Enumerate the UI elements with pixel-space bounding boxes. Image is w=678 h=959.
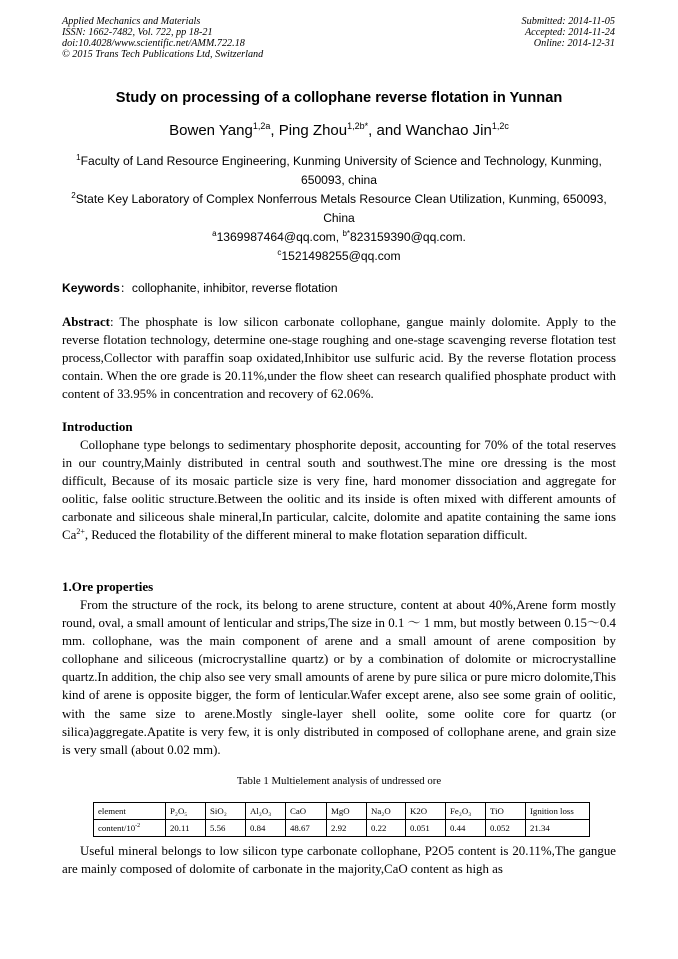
table-cell: CaO — [286, 803, 327, 820]
continuation-paragraph: Useful mineral belongs to low silicon type carbonate collophane, P2O5 content is 20.11%,The gangue are mainly composed of dolomite of carbonate in the majority,CaO content as high as — [62, 844, 616, 877]
issn-line: ISSN: 1662-7482, Vol. 722, pp 18-21 — [62, 27, 213, 38]
table-cell: 0.051 — [406, 820, 446, 837]
row-label-exponent: -2 — [135, 823, 141, 829]
table-cell: 5.56 — [206, 820, 246, 837]
email-text: 823159390@qq.com. — [350, 230, 466, 244]
paper-title: Study on processing of a collophane reverse flotation in Yunnan — [115, 90, 563, 106]
affiliation-text: State Key Laboratory of Complex Nonferrous Metals Resource Clean Utilization, Kunming, 650093, China — [75, 192, 607, 225]
doi-line: doi:10.4028/www.scientific.net/AMM.722.18 — [62, 38, 245, 49]
ion-charge-superscript: 2+ — [76, 527, 85, 537]
author-separator: , — [270, 122, 279, 139]
email-line-1 — [62, 228, 616, 247]
table-cell: Na₂O — [367, 803, 406, 820]
table-cell: element — [94, 803, 166, 820]
table-header-row — [94, 803, 590, 820]
email-line-2 — [62, 247, 616, 266]
email-text: 1369987464@qq.com, — [216, 230, 343, 244]
table-cell: P₂O₅ — [166, 803, 206, 820]
author-superscript: 1,2c — [491, 121, 509, 131]
section-heading-ore-properties: 1.Ore properties — [62, 579, 154, 594]
table-cell: Al₂O₃ — [246, 803, 286, 820]
affiliations — [62, 152, 616, 266]
table-cell: 0.84 — [246, 820, 286, 837]
author-separator: , and — [368, 122, 406, 139]
table-cell: MgO — [327, 803, 367, 820]
email-marker: c — [277, 248, 282, 257]
affiliation-marker: 2 — [71, 191, 76, 200]
table-cell: Ignition loss — [526, 803, 590, 820]
author-superscript: 1,2b* — [347, 121, 369, 131]
copyright-line: © 2015 Trans Tech Publications Ltd, Switzerland — [62, 49, 264, 60]
abstract — [62, 313, 616, 403]
keywords-text: collophanite, inhibitor, reverse flotation — [131, 281, 338, 295]
table-cell: 0.44 — [446, 820, 486, 837]
table-cell: K2O — [406, 803, 446, 820]
paragraph-text: Collophane type belongs to sedimentary phosphorite deposit, accounting for 70% of the total reserves in our country,Mainly distributed in central south and southwest.The mine ore dressing is the most difficult, Because of its mosaic particle size is very fine, hard monomer dissociation and aggregate for oolitic, false oolitic structure.Between the oolitic and its inside is often mixed with different amounts of carbonate and siliceous shale mineral,In particular, calcite, dolomite and apatite containing the same ions Ca — [62, 438, 616, 543]
journal-name: Applied Mechanics and Materials — [62, 16, 201, 27]
table-cell: 0.052 — [486, 820, 526, 837]
submitted-date: Submitted: 2014-11-05 — [521, 16, 615, 27]
table-cell: 20.11 — [166, 820, 206, 837]
journal-header-left — [62, 16, 263, 60]
abstract-text: : The phosphate is low silicon carbonate collophane, gangue mainly dolomite. Apply to the reverse flotation technology, determine one-stage roughing and one-stage scavenging reverse flotation test process,Collector with paraffin soap oxidated,Inhibitor use sulfuric acid. By the reverse flotation process contain. When the ore grade is 20.11%,under the flow sheet can research qualified phosphate product with content of 33.95% in concentration and recovery of 62.06%. — [62, 315, 616, 402]
table-cell: TiO — [486, 803, 526, 820]
paragraph-text: , Reduced the flotability of the different mineral to make flotation separation difficult. — [84, 528, 528, 543]
table-cell: SiO₂ — [206, 803, 246, 820]
email-text: 1521498255@qq.com — [281, 249, 401, 263]
table-caption: Table 1 Multielement analysis of undressed ore — [236, 775, 442, 787]
accepted-date: Accepted: 2014-11-24 — [524, 27, 615, 38]
table-cell: 0.22 — [367, 820, 406, 837]
email-marker: a — [212, 229, 217, 238]
ore-properties-paragraph: From the structure of the rock, its belong to arene structure, content at about 40%,Arene form mostly round, oval, a small amount of lenticular and strips,The size in 0.1 ～ 1 mm, but mostly between 0.15～0.4 mm. collophane, was the main component of arene and a small amount of arene composition by collophane and siliceous (microcrystalline quartz) or by a combination of dolomite or microcrystalline quartz.In addition, the chip also see very small amounts of arene by pure silica or pure micro dolomite,This kind of arene is opposite bigger, the form of lenticular.Wafer except arene, also see some grain of oolitic, with the same size to arene.Mostly single-layer shell oolite, some oolite core for quartz (or silica)aggregate.Apatite is very few, it is only distributed in composed of collophane arene, and grain size is very small (about 0.02 mm). — [62, 598, 616, 757]
abstract-label: Abstract — [62, 315, 110, 329]
author-name: Wanchao Jin — [405, 122, 492, 139]
email-marker: b* — [342, 229, 351, 238]
multielement-table — [93, 802, 590, 837]
author-name: Bowen Yang — [169, 122, 253, 139]
affiliation-2 — [62, 190, 616, 228]
table-cell — [94, 820, 166, 837]
online-date: Online: 2014-12-31 — [533, 38, 615, 49]
affiliation-1 — [62, 152, 616, 190]
affiliation-marker: 1 — [76, 153, 81, 162]
keywords-label: Keywords — [62, 281, 120, 295]
row-label: content/10 — [98, 823, 136, 833]
table-row — [94, 820, 590, 837]
affiliation-text: Faculty of Land Resource Engineering, Kunming University of Science and Technology, Kunming, 650093, china — [80, 154, 602, 187]
table-cell: 48.67 — [286, 820, 327, 837]
author-superscript: 1,2a — [252, 121, 271, 131]
section-heading-introduction: Introduction — [62, 419, 133, 434]
journal-header-right — [522, 16, 615, 49]
author-name: Ping Zhou — [278, 122, 348, 139]
introduction-paragraph — [62, 436, 616, 545]
keywords-separator: ： — [119, 281, 132, 295]
table-cell: 2.92 — [327, 820, 367, 837]
table-cell: Fe₂O₃ — [446, 803, 486, 820]
keywords — [62, 279, 338, 296]
table-cell: 21.34 — [526, 820, 590, 837]
author-list — [0, 122, 678, 139]
